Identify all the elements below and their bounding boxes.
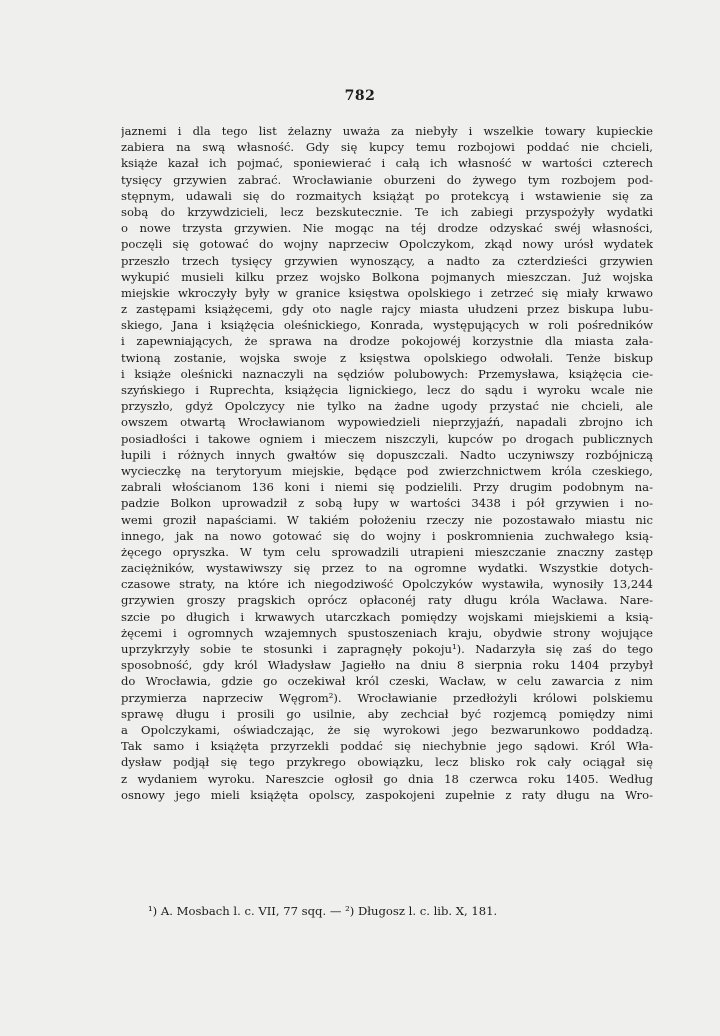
- text-line: łupili i różnych innych gwałtów się dopuszczali. Nadto uczyniwszy rozbójniczą: [121, 447, 653, 462]
- text-line: sprawę długu i prosili go usilnie, aby zechciał być rozjemcą pomiędzy nimi: [121, 706, 653, 721]
- text-line: owszem otwartą Wrocławianom wypowiedzieli nieprzyjaźń, napadali zbrojno ich: [121, 415, 653, 430]
- page-number: 782: [344, 88, 376, 104]
- text-line: a Opolczykami, oświadczając, że się wyrokowi jego bezwarunkowo poddadzą.: [121, 722, 653, 737]
- text-line: tysięcy grzywien zabrać. Wrocławianie oburzeni do żywego tym rozbojem pod-: [121, 172, 653, 187]
- text-line: żęcemi i ogromnych wzajemnych spustoszeniach kraju, obydwie strony wojujące: [121, 625, 653, 640]
- text-line: stępnym, udawali się do rozmaitych książąt po protekcyą i wstawienie się za: [121, 188, 653, 203]
- text-line: wykupić musieli kilku przez wojsko Bolkona pojmanych mieszczan. Już wojska: [121, 269, 653, 284]
- text-line: poczęli się gotować do wojny naprzeciw Opolczykom, zkąd nowy urósł wydatek: [121, 237, 653, 252]
- text-line: innego, jak na nowo gotować się do wojny i poskromnienia zuchwałego ksią-: [121, 528, 653, 543]
- text-line: przymierza naprzeciw Węgrom²). Wrocławianie przedłożyli królowi polskiemu: [121, 690, 653, 705]
- text-line: szyńskiego i Ruprechta, książęcia lignickiego, lecz do sądu i wyroku wcale nie: [121, 383, 653, 397]
- text-line: i zapewniających, że sprawa na drodze pokojowéj korzystnie dla miasta zała-: [121, 334, 653, 349]
- text-line: przeszło trzech tysięcy grzywien wynoszący, a nadto za czterdzieści grzywien: [121, 253, 653, 268]
- text-line: dysław podjął się tego przykrego obowiązku, lecz blisko rok cały ociągał się: [121, 755, 653, 770]
- body-text: [121, 123, 653, 803]
- text-line: jaznemi i dla tego list żelazny uważa za niebyły i wszelkie towary kupieckie: [121, 124, 653, 138]
- footnote: ¹) A. Mosbach l. c. VII, 77 sqq. — ²) Długosz l. c. lib. X, 181.: [148, 904, 498, 918]
- text-line: uprzykrzyły sobie te stosunki i zapragnęły pokoju¹). Nadarzyła się zaś do tego: [121, 642, 653, 656]
- text-line: grzywien groszy pragskich oprócz opłaconéj raty długu króla Wacława. Nare-: [121, 593, 653, 608]
- text-line: skiego, Jana i książęcia oleśnickiego, Konrada, występujących w roli pośredników: [121, 318, 653, 333]
- text-line: osnowy jego mieli książęta opolscy, zaspokojeni zupełnie z raty długu na Wro-: [121, 787, 653, 802]
- text-line: sposobność, gdy król Władysław Jagiełło na dniu 8 sierpnia roku 1404 przybył: [121, 658, 653, 673]
- text-line: twioną zostanie, wojska swoje z księstwa opolskiego odwołali. Tenże biskup: [121, 350, 653, 365]
- text-line: wycieczkę na terytoryum miejskie, będące pod zwierzchnictwem króla czeskiego,: [121, 463, 653, 478]
- text-line: żęcego opryszka. W tym celu sprowadzili utrapieni mieszczanie znaczny zastęp: [121, 544, 653, 559]
- text-line: i książe oleśnicki naznaczyli na sędziów polubowych: Przemysława, książęcia cie-: [121, 366, 653, 381]
- text-line: zaciężników, wystawiwszy się przez to na ogromne wydatki. Wszystkie dotych-: [121, 561, 653, 576]
- text-line: czasowe straty, na które ich niegodziwość Opolczyków wystawiła, wynosiły 13,244: [121, 577, 653, 592]
- text-line: zabrali włościanom 136 koni i niemi się podzielili. Przy drugim podobnym na-: [121, 480, 653, 495]
- text-line: padzie Bolkon uprowadził z sobą łupy w wartości 3438 i pół grzywien i no-: [121, 496, 653, 511]
- text-line: wemi groził napaściami. W takiém położeniu rzeczy nie pozostawało miastu nic: [121, 512, 653, 527]
- text-line: miejskie wkroczyły były w granice księstwa opolskiego i zetrzeć się miały krwawo: [121, 285, 653, 300]
- text-line: do Wrocławia, gdzie go oczekiwał król czeski, Wacław, w celu zawarcia z nim: [121, 674, 653, 689]
- text-line: o nowe trzysta grzywien. Nie mogąc na téj drodze odzyskać swéj własności,: [121, 221, 653, 236]
- text-line: posiadłości i takowe ogniem i mieczem niszczyli, kupców po drogach publicznych: [121, 431, 653, 446]
- text-line: szcie po długich i krwawych utarczkach pomiędzy wojskami miejskiemi a ksią-: [121, 609, 653, 624]
- text-line: książe kazał ich pojmać, sponiewierać i całą ich własność w wartości czterech: [121, 156, 653, 171]
- text-line: sobą do krzywdzicieli, lecz bezskutecznie. Te ich zabiegi przyspożyły wydatki: [121, 204, 653, 219]
- text-line: zabiera na swą własność. Gdy się kupcy temu rozbojowi poddać nie chcieli,: [121, 140, 653, 155]
- text-line: przyszło, gdyż Opolczycy nie tylko na żadne ugody przystać nie chcieli, ale: [121, 399, 653, 414]
- text-line: z zastępami książęcemi, gdy oto nagle rajcy miasta ułudzeni przez biskupa lubu-: [121, 302, 653, 317]
- text-line: z wydaniem wyroku. Nareszcie ogłosił go dnia 18 czerwca roku 1405. Według: [121, 771, 653, 786]
- text-line: Tak samo i książęta przyrzekli poddać się niechybnie jego sądowi. Król Wła-: [121, 739, 653, 754]
